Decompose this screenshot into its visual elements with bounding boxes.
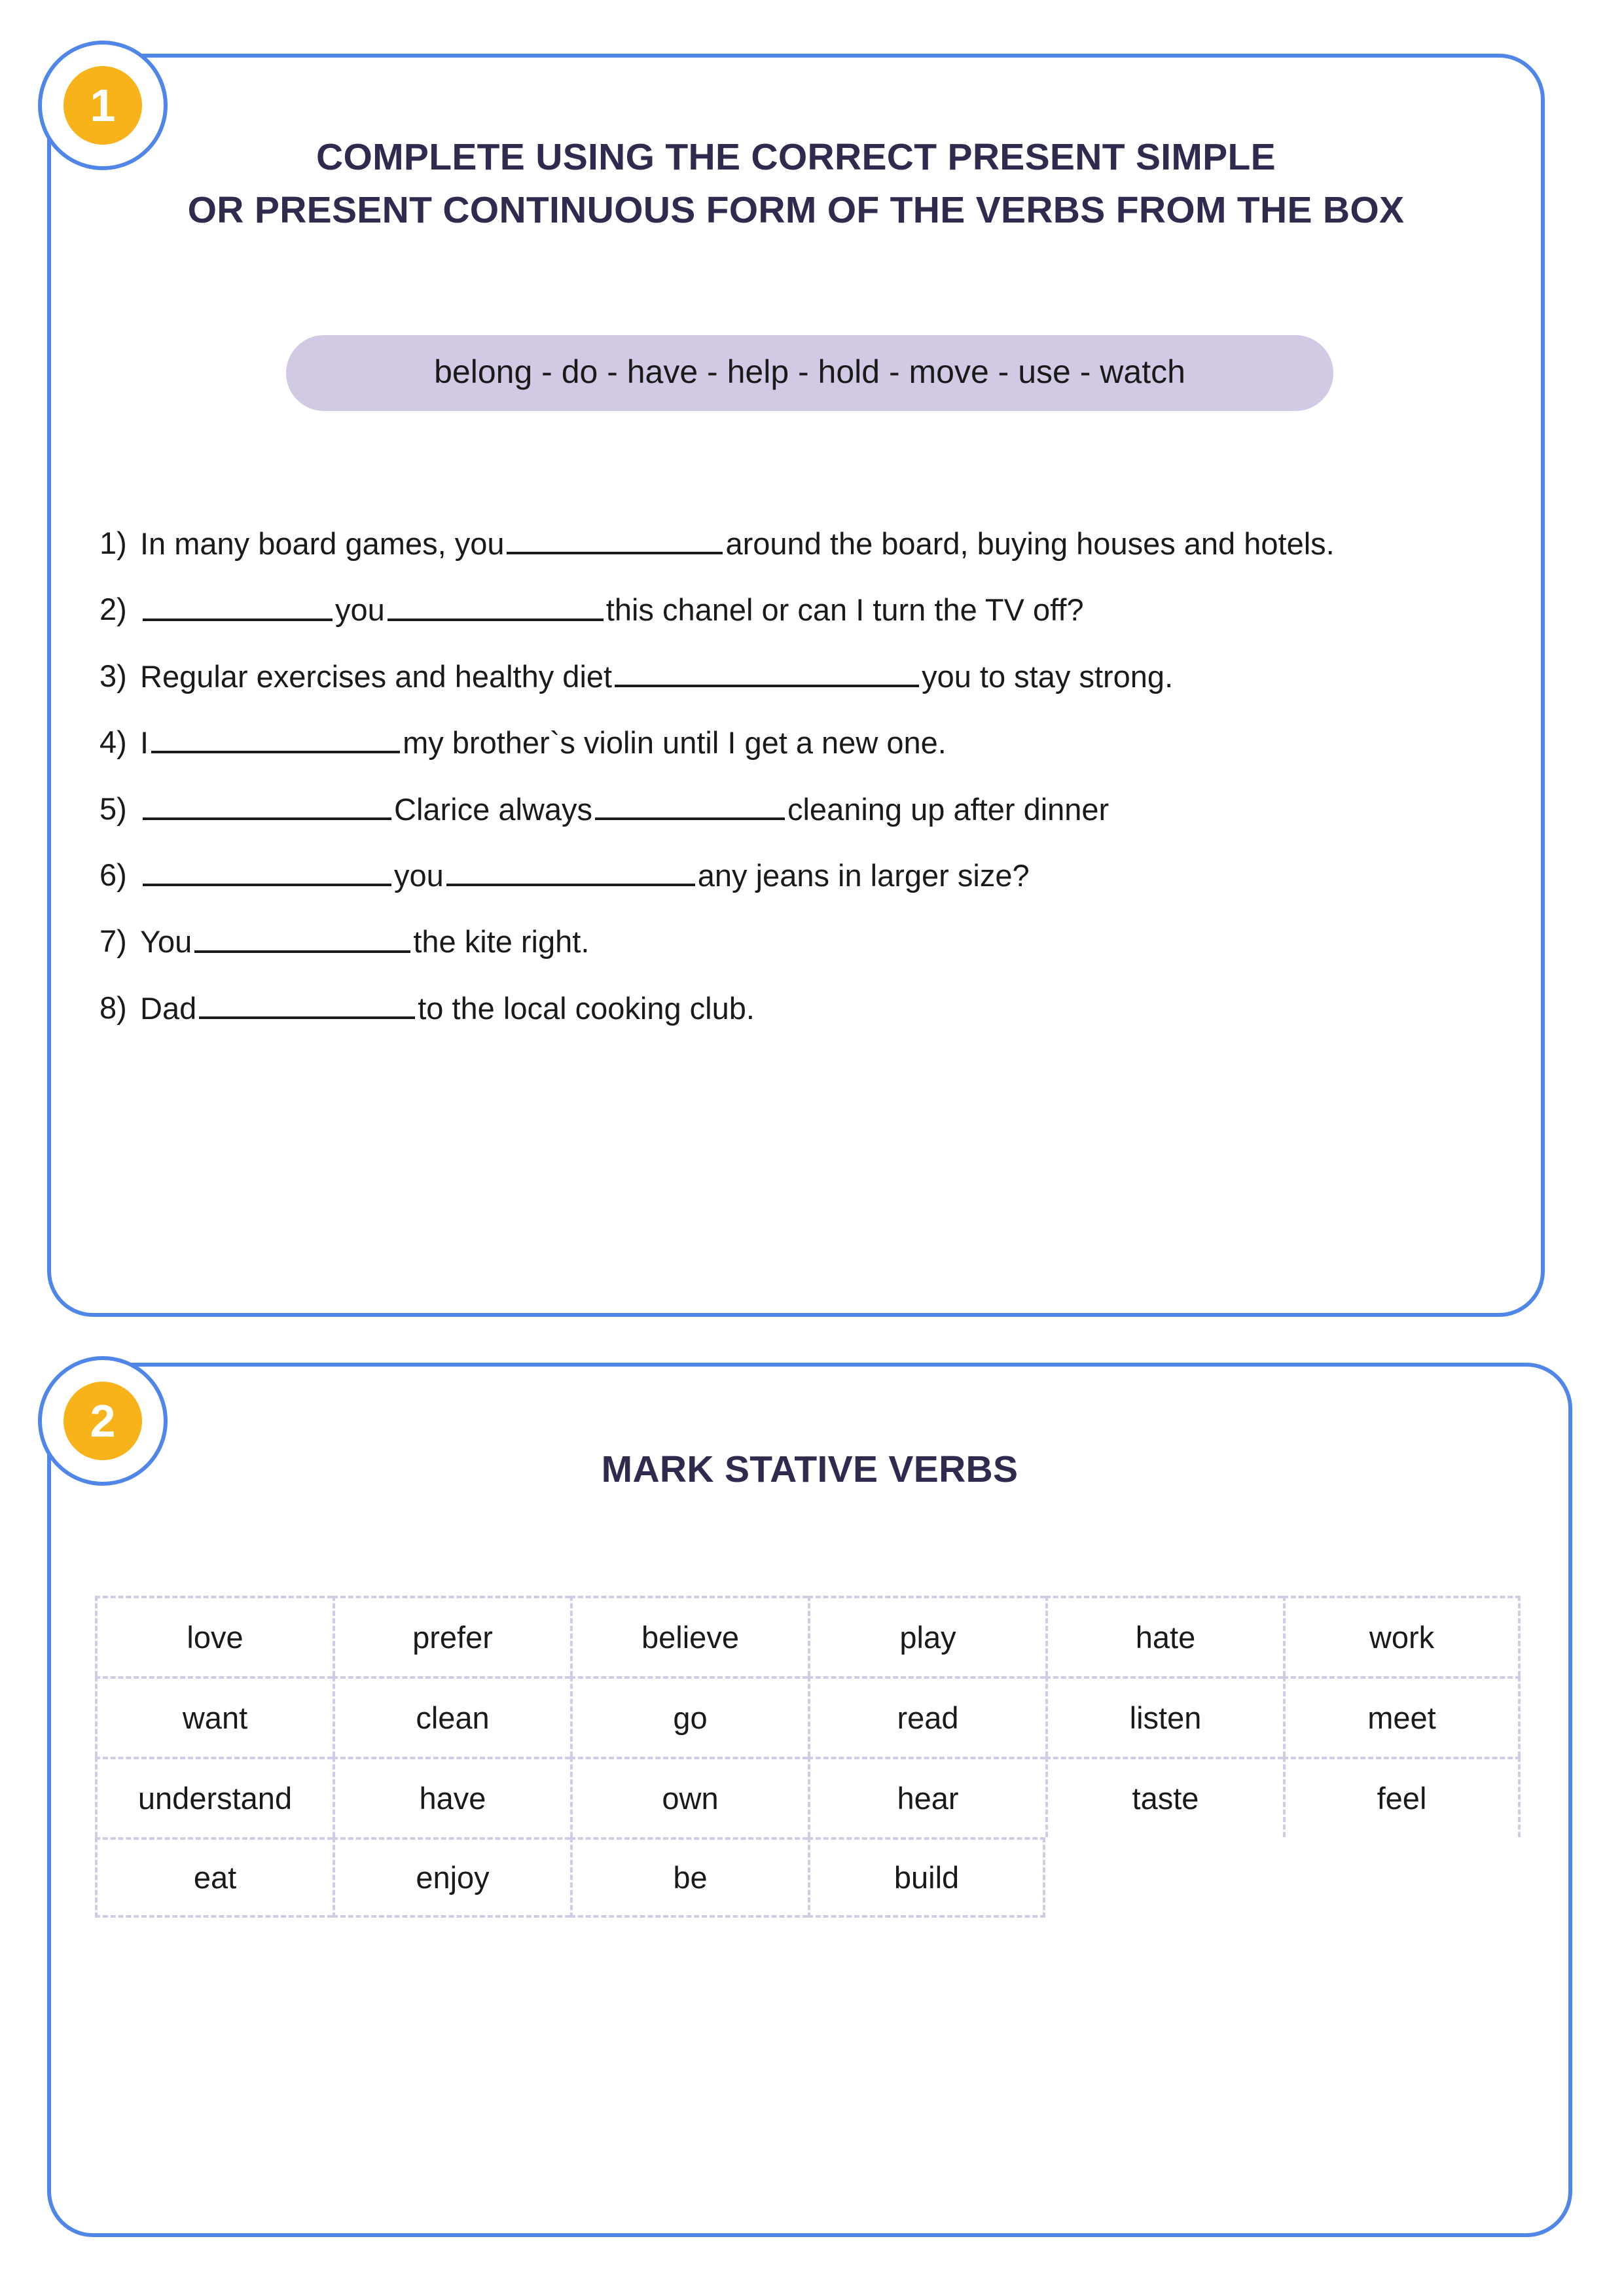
exercise-2-badge-number: 2: [90, 1395, 116, 1446]
question-text-mid: you: [335, 592, 385, 628]
answer-blank[interactable]: [615, 656, 919, 687]
question-row-4: [99, 723, 1513, 762]
question-row-3: [99, 656, 1513, 696]
question-number: 2): [99, 592, 127, 627]
exercise-2-title: MARK STATIVE VERBS: [601, 1448, 1019, 1490]
question-row-5: [99, 789, 1513, 829]
question-number: 6): [99, 857, 127, 892]
question-text-mid: Clarice always: [394, 791, 592, 827]
stative-verb-grid: [95, 1596, 1522, 1918]
question-number: 5): [99, 791, 127, 826]
question-text-after: cleaning up after dinner: [787, 791, 1110, 827]
question-text-before: Regular exercises and healthy diet: [140, 659, 613, 694]
verb-cell[interactable]: prefer: [333, 1596, 570, 1676]
question-row-8: [99, 988, 1513, 1028]
exercise-1-badge-number: 1: [90, 80, 116, 131]
question-text-after: to the local cooking club.: [418, 990, 755, 1026]
answer-blank[interactable]: [143, 855, 391, 886]
question-text: [140, 656, 1513, 696]
question-text-after: any jeans in larger size?: [697, 858, 1030, 893]
verb-cell[interactable]: have: [333, 1757, 570, 1837]
question-text: [140, 855, 1513, 895]
question-row-6: [99, 855, 1513, 895]
question-text: [140, 723, 1513, 762]
verb-grid-row: [95, 1596, 1522, 1676]
verb-cell[interactable]: play: [808, 1596, 1045, 1676]
answer-blank[interactable]: [143, 590, 333, 620]
verb-cell[interactable]: love: [95, 1596, 333, 1676]
answer-blank[interactable]: [143, 789, 391, 820]
verb-cell[interactable]: go: [570, 1676, 808, 1757]
verb-cell[interactable]: want: [95, 1676, 333, 1757]
question-number: 4): [99, 725, 127, 760]
question-row-2: [99, 590, 1513, 630]
exercise-1-number-badge: [38, 41, 168, 170]
verb-cell[interactable]: understand: [95, 1757, 333, 1837]
question-text-before: You: [140, 924, 192, 960]
verb-cell[interactable]: read: [808, 1676, 1045, 1757]
question-text-before: Dad: [140, 990, 197, 1026]
answer-blank[interactable]: [595, 789, 785, 820]
verb-cell[interactable]: taste: [1045, 1757, 1283, 1837]
verb-cell[interactable]: clean: [333, 1676, 570, 1757]
question-number: 7): [99, 924, 127, 959]
question-text: [140, 789, 1513, 829]
answer-blank[interactable]: [194, 922, 410, 952]
badge-inner-circle: [63, 1382, 142, 1460]
exercise-1-title: [47, 131, 1545, 237]
exercise-2-number-badge: [38, 1356, 168, 1486]
verb-cell[interactable]: feel: [1283, 1757, 1521, 1837]
question-row-7: [99, 922, 1513, 961]
question-text-after: my brother`s violin until I get a new one.: [403, 725, 947, 761]
verb-cell[interactable]: hear: [808, 1757, 1045, 1837]
question-number: 8): [99, 990, 127, 1025]
question-text-before: I: [140, 725, 149, 761]
question-text-after: this chanel or can I turn the TV off?: [605, 592, 1084, 628]
answer-blank[interactable]: [507, 524, 723, 554]
verb-cell[interactable]: work: [1283, 1596, 1521, 1676]
verb-cell[interactable]: believe: [570, 1596, 808, 1676]
verb-cell[interactable]: own: [570, 1757, 808, 1837]
question-number: 1): [99, 526, 127, 560]
verb-grid-row: [95, 1757, 1522, 1837]
answer-blank[interactable]: [388, 590, 604, 620]
exercise-1-title-line-1: COMPLETE USING THE CORRECT PRESENT SIMPLE: [316, 136, 1276, 178]
question-text: [140, 988, 1513, 1028]
question-text: [140, 922, 1513, 961]
answer-blank[interactable]: [199, 988, 415, 1019]
question-text-after: the kite right.: [413, 924, 590, 960]
verb-cell[interactable]: hate: [1045, 1596, 1283, 1676]
answer-blank[interactable]: [446, 855, 695, 886]
verb-cell[interactable]: meet: [1283, 1676, 1521, 1757]
question-text: [140, 524, 1513, 564]
question-text-after: you to stay strong.: [922, 659, 1174, 694]
answer-blank[interactable]: [151, 723, 400, 753]
verb-cell[interactable]: be: [570, 1837, 808, 1918]
word-bank-words: belong - do - have - help - hold - move - use - watch: [434, 353, 1185, 390]
question-text-before: In many board games, you: [140, 526, 505, 562]
question-text: [140, 590, 1513, 630]
verb-cell[interactable]: enjoy: [333, 1837, 570, 1918]
question-number: 3): [99, 658, 127, 693]
exercise-1-title-line-2: OR PRESENT CONTINUOUS FORM OF THE VERBS FROM THE BOX: [187, 188, 1405, 231]
verb-cell[interactable]: eat: [95, 1837, 333, 1918]
badge-inner-circle: [63, 66, 142, 145]
question-text-after: around the board, buying houses and hotels.: [725, 526, 1335, 562]
question-list: [99, 524, 1513, 1054]
question-row-1: [99, 524, 1513, 564]
word-bank-pill: [286, 335, 1333, 411]
verb-grid-row: [95, 1837, 1522, 1918]
verb-cell[interactable]: build: [808, 1837, 1045, 1918]
verb-cell[interactable]: listen: [1045, 1676, 1283, 1757]
question-text-mid: you: [394, 858, 444, 893]
verb-grid-row: [95, 1676, 1522, 1757]
